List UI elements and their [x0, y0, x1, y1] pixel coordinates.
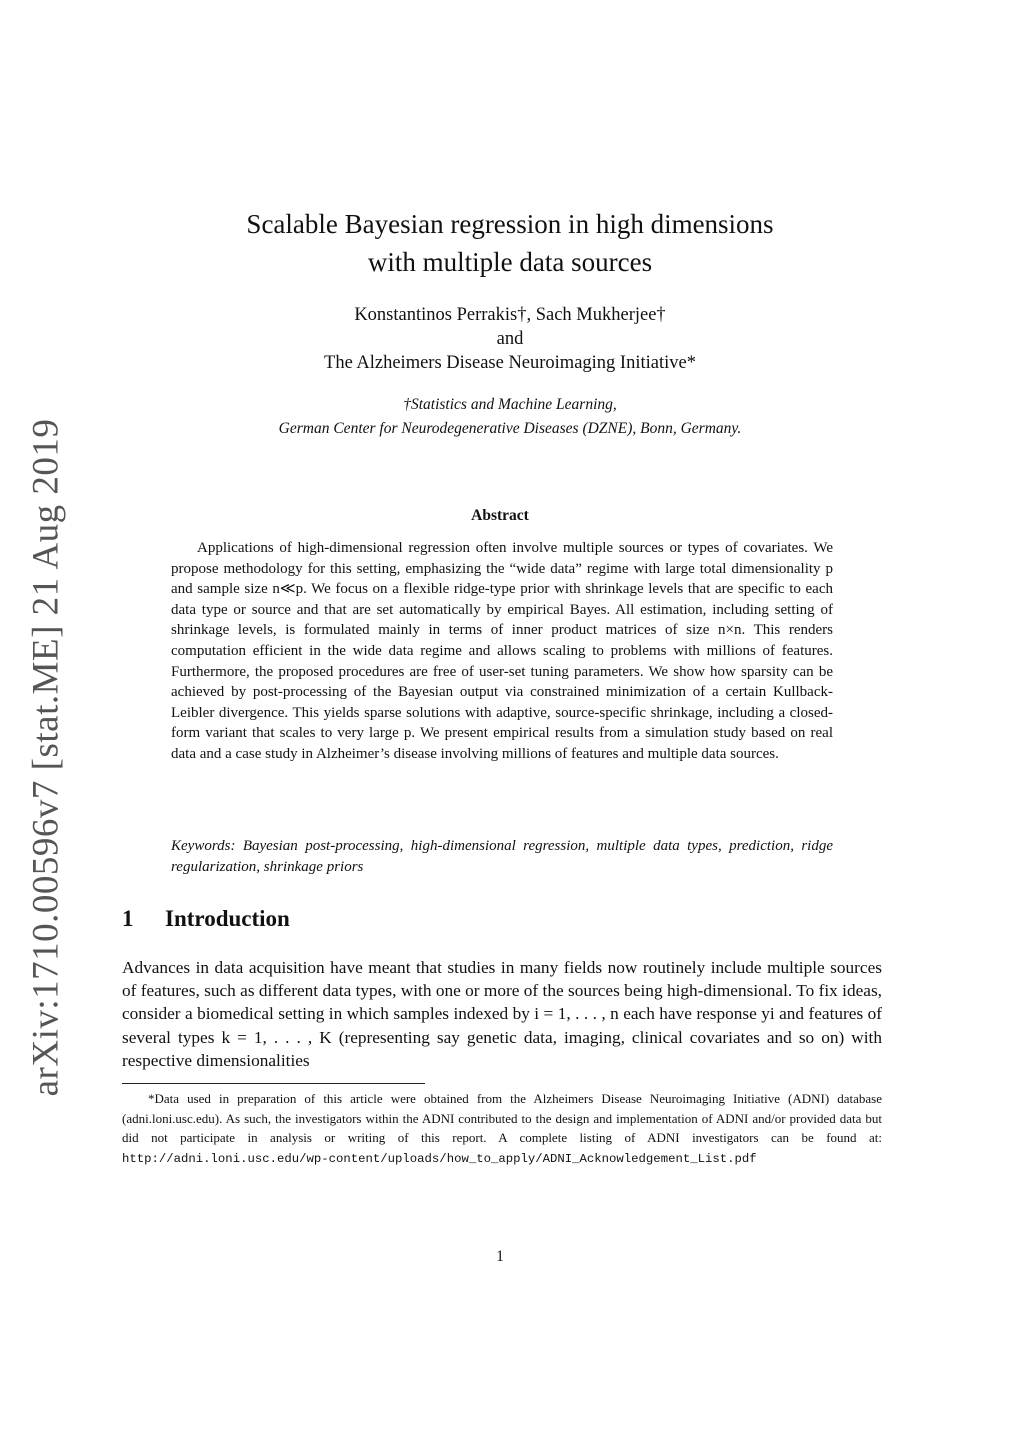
author-names: Konstantinos Perrakis†, Sach Mukherjee†	[354, 305, 666, 325]
keywords: Keywords: Bayesian post-processing, high-dimensional regression, multiple data types, prediction, ridge regularization, shrinkage priors	[171, 838, 833, 875]
affiliation-institution: German Center for Neurodegenerative Diseases (DZNE), Bonn, Germany.	[278, 420, 742, 437]
abstract-heading: Abstract	[471, 507, 529, 524]
section-heading	[122, 906, 290, 932]
author-consortium: The Alzheimers Disease Neuroimaging Initiative*	[324, 353, 696, 373]
footnote-url-link[interactable]: http://adni.loni.usc.edu/wp-content/uploads/how_to_apply/ADNI_Acknowledgement_List.pdf	[122, 1151, 757, 1166]
footnote	[122, 1089, 882, 1169]
section-number: 1	[122, 906, 134, 931]
footnote-divider	[122, 1083, 425, 1084]
title-line-1: Scalable Bayesian regression in high dimensions	[246, 209, 774, 239]
title-line-2: with multiple data sources	[367, 247, 653, 277]
paper-title	[180, 205, 840, 281]
section-title: Introduction	[165, 906, 290, 931]
author-conjunction: and	[496, 329, 524, 349]
page-number: 1	[496, 1248, 504, 1265]
arxiv-identifier: arXiv:1710.00596v7 [stat.ME] 21 Aug 2019	[25, 418, 67, 1096]
affiliation-group: †Statistics and Machine Learning,	[403, 396, 617, 413]
author-block	[180, 303, 840, 375]
introduction-paragraph: Advances in data acquisition have meant that studies in many fields now routinely include multiple sources of features, such as different data types, with one or more of the sources being high-dimensional. To fix ideas, consider a biomedical setting in which samples indexed by i = 1, . . . , n each have response yi and features of several types k = 1, . . . , K (representing say genetic data, imaging, clinical covariates and so on) with respective dimensionalities	[122, 958, 882, 1070]
footnote-text: *Data used in preparation of this article were obtained from the Alzheimers Disease Neuroimaging Initiative (ADNI) database (adni.loni.usc.edu). As such, the investigators within the ADNI contributed to the design and implementation of ADNI and/or provided data but did not participate in analysis or writing of this report. A complete listing of ADNI investigators can be found at:	[122, 1091, 882, 1145]
abstract-text: Applications of high-dimensional regression often involve multiple sources or types of covariates. We propose methodology for this setting, emphasizing the “wide data” regime with large total dimensionality p and sample size n≪p. We focus on a flexible ridge-type prior with shrinkage levels that are specific to each data type or source and that are set automatically by empirical Bayes. All estimation, including setting of shrinkage levels, is formulated mainly in terms of inner product matrices of size n×n. This renders computation efficient in the wide data regime and allows scaling to problems with millions of features. Furthermore, the proposed procedures are free of user-set tuning parameters. We show how sparsity can be achieved by post-processing of the Bayesian output via constrained minimization of a certain Kullback-Leibler divergence. This yields sparse solutions with adaptive, source-specific shrinkage, including a closed-form variant that scales to very large p. We present empirical results from a simulation study based on real data and a case study in Alzheimer’s disease involving millions of features and multiple data sources.	[171, 540, 833, 762]
affiliation-block	[160, 393, 860, 441]
arxiv-stamp	[10, 418, 82, 1096]
